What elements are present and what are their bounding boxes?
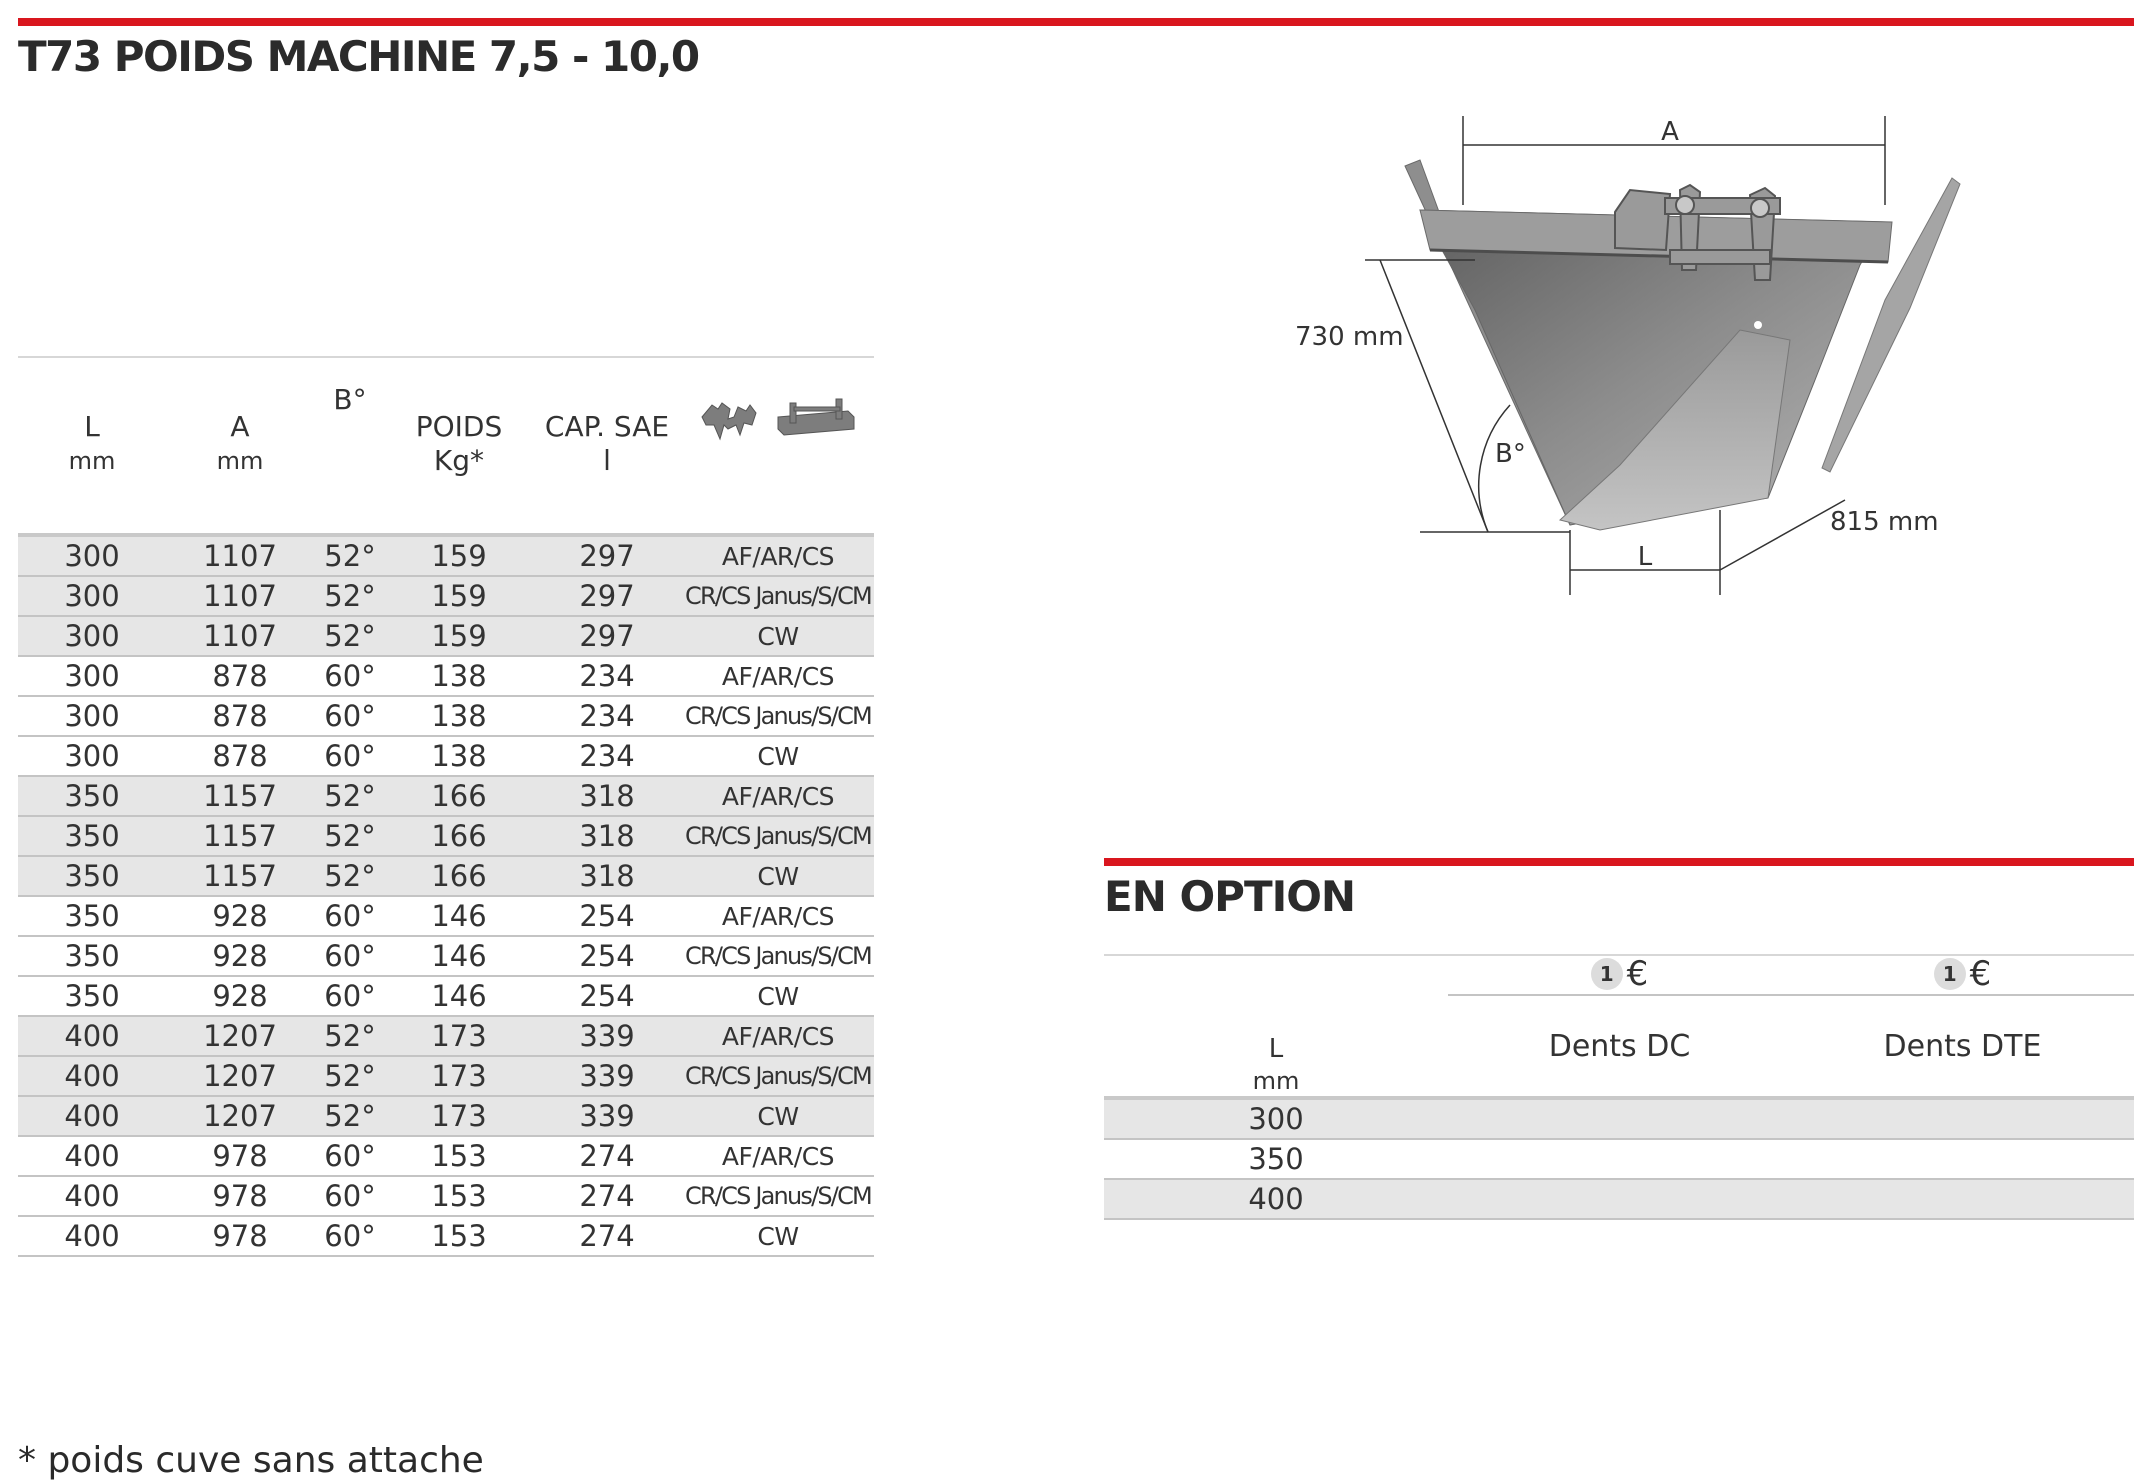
- header-red-bar: [18, 18, 2134, 26]
- table-row: 400 1207 52° 173 339 CR/CS Janus/S/CM: [18, 1056, 874, 1096]
- header-coupling: [682, 355, 874, 535]
- table-row: 300 1107 52° 159 297 CW: [18, 616, 874, 656]
- table-row: 400 1207 52° 173 339 AF/AR/CS: [18, 1016, 874, 1056]
- dimension-a-label: A: [1661, 117, 1679, 147]
- table-row: 400 978 60° 153 274 CW: [18, 1216, 874, 1256]
- table-row: 300: [1104, 1098, 2134, 1139]
- bucket-coupling-icon: [698, 395, 858, 447]
- table-row: 350 1157 52° 166 318 AF/AR/CS: [18, 776, 874, 816]
- header-cap-sae: CAP. SAE l: [532, 355, 682, 535]
- table-row: 400 978 60° 153 274 AF/AR/CS: [18, 1136, 874, 1176]
- table-row: 350 928 60° 146 254 CR/CS Janus/S/CM: [18, 936, 874, 976]
- option-red-bar: [1104, 858, 2134, 866]
- table-header-row: [18, 355, 874, 535]
- header-poids: POIDS Kg*: [386, 355, 532, 535]
- option-badge-row: [1104, 954, 2134, 995]
- option-header-dents-dte: Dents DTE: [1791, 995, 2134, 1098]
- table-row: 400 1207 52° 173 339 CW: [18, 1096, 874, 1136]
- option-header-dents-dc: Dents DC: [1448, 995, 1791, 1098]
- euro-icon: €: [1969, 954, 1992, 994]
- table-row: 300 878 60° 138 234 AF/AR/CS: [18, 656, 874, 696]
- table-row: 350 928 60° 146 254 AF/AR/CS: [18, 896, 874, 936]
- table-row: 350 928 60° 146 254 CW: [18, 976, 874, 1016]
- info-number-badge: 1: [1591, 958, 1623, 990]
- header-l: L mm: [18, 355, 166, 535]
- table-row: 400: [1104, 1179, 2134, 1219]
- option-table: [1104, 954, 2134, 1220]
- option-title: EN OPTION: [1104, 872, 1356, 921]
- header-a: A mm: [166, 355, 314, 535]
- dimension-height-label: 730 mm: [1295, 322, 1404, 352]
- table-row: 350 1157 52° 166 318 CW: [18, 856, 874, 896]
- table-row: 300 1107 52° 159 297 AF/AR/CS: [18, 535, 874, 576]
- option-badge-dte: [1791, 954, 2134, 995]
- table-row: 400 978 60° 153 274 CR/CS Janus/S/CM: [18, 1176, 874, 1216]
- table-row: 300 878 60° 138 234 CR/CS Janus/S/CM: [18, 696, 874, 736]
- bucket-spec-table: [18, 355, 874, 1257]
- footnote: * poids cuve sans attache: [18, 1440, 484, 1481]
- table-row: 350: [1104, 1139, 2134, 1179]
- table-row: 300 1107 52° 159 297 CR/CS Janus/S/CM: [18, 576, 874, 616]
- info-number-badge: 1: [1934, 958, 1966, 990]
- header-b: B°: [314, 355, 386, 535]
- trapezoidal-bucket-drawing: [1270, 100, 1990, 600]
- table-row: 300 878 60° 138 234 CW: [18, 736, 874, 776]
- dimension-angle-label: B°: [1495, 439, 1526, 469]
- euro-icon: €: [1626, 954, 1649, 994]
- page-title: T73 POIDS MACHINE 7,5 - 10,0: [18, 32, 699, 81]
- table-row: 350 1157 52° 166 318 CR/CS Janus/S/CM: [18, 816, 874, 856]
- dimension-depth-label: 815 mm: [1830, 507, 1939, 537]
- option-header-l: L mm: [1104, 954, 1448, 1098]
- option-badge-dc: [1448, 954, 1791, 995]
- dimension-l-label: L: [1637, 542, 1653, 572]
